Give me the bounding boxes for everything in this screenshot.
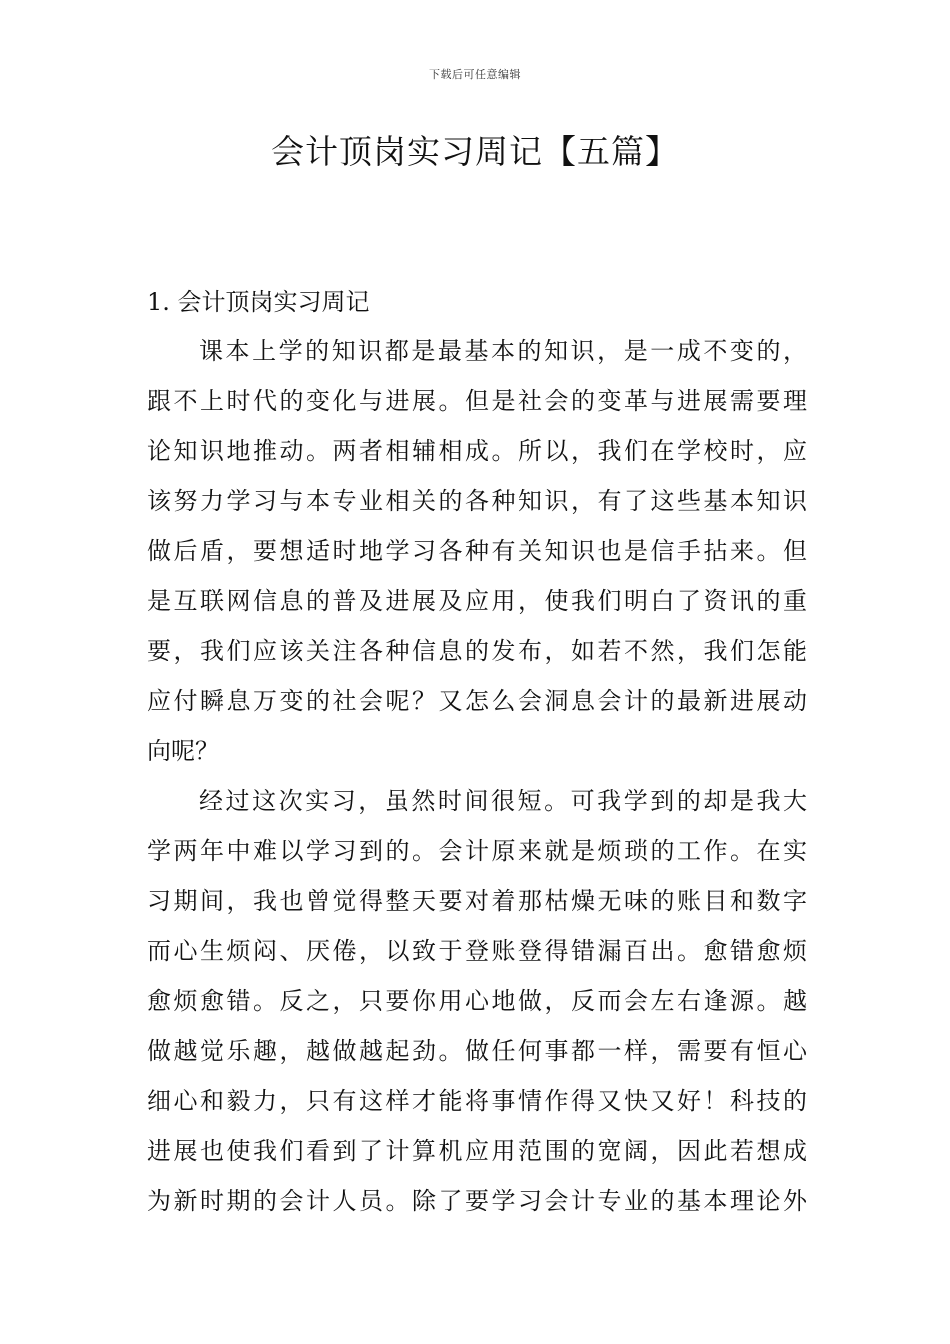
paragraph-line: 跟不上时代的变化与进展。但是社会的变革与进展需要理 bbox=[147, 387, 807, 415]
paragraph-line: 为新时期的会计人员。除了要学习会计专业的基本理论外 bbox=[147, 1187, 807, 1215]
paragraph-line: 学两年中难以学习到的。会计原来就是烦琐的工作。在实 bbox=[147, 837, 807, 865]
paragraph-line: 要，我们应该关注各种信息的发布，如若不然，我们怎能 bbox=[147, 637, 807, 665]
section-heading: 1. 会计顶岗实习周记 bbox=[147, 288, 370, 316]
document-body bbox=[147, 278, 807, 1226]
paragraph-line: 愈烦愈错。反之，只要你用心地做，反而会左右逢源。越 bbox=[147, 987, 807, 1015]
paragraph bbox=[147, 776, 807, 1226]
paragraph-line: 向呢？ bbox=[147, 737, 219, 765]
paragraph-line: 做后盾，要想适时地学习各种有关知识也是信手拈来。但 bbox=[147, 537, 807, 565]
paragraph-line: 做越觉乐趣，越做越起劲。做任何事都一样，需要有恒心 bbox=[147, 1037, 807, 1065]
paragraph-line: 该努力学习与本专业相关的各种知识，有了这些基本知识 bbox=[147, 487, 807, 515]
paragraph bbox=[147, 326, 807, 776]
paragraph-line: 而心生烦闷、厌倦，以致于登账登得错漏百出。愈错愈烦 bbox=[147, 937, 807, 965]
page-header-note: 下载后可任意编辑 bbox=[429, 68, 521, 81]
document-title: 会计顶岗实习周记【五篇】 bbox=[271, 132, 679, 171]
paragraph-line: 论知识地推动。两者相辅相成。所以，我们在学校时，应 bbox=[147, 437, 807, 465]
paragraph-line: 经过这次实习，虽然时间很短。可我学到的却是我大 bbox=[199, 787, 807, 815]
paragraph-line: 细心和毅力，只有这样才能将事情作得又快又好！科技的 bbox=[147, 1087, 807, 1115]
paragraph-line: 习期间，我也曾觉得整天要对着那枯燥无味的账目和数字 bbox=[147, 887, 807, 915]
paragraph-line: 应付瞬息万变的社会呢？又怎么会洞息会计的最新进展动 bbox=[147, 687, 807, 715]
paragraph-line: 进展也使我们看到了计算机应用范围的宽阔，因此若想成 bbox=[147, 1137, 807, 1165]
paragraph-line: 课本上学的知识都是最基本的知识，是一成不变的， bbox=[199, 337, 807, 365]
paragraph-line: 是互联网信息的普及进展及应用，使我们明白了资讯的重 bbox=[147, 587, 807, 615]
